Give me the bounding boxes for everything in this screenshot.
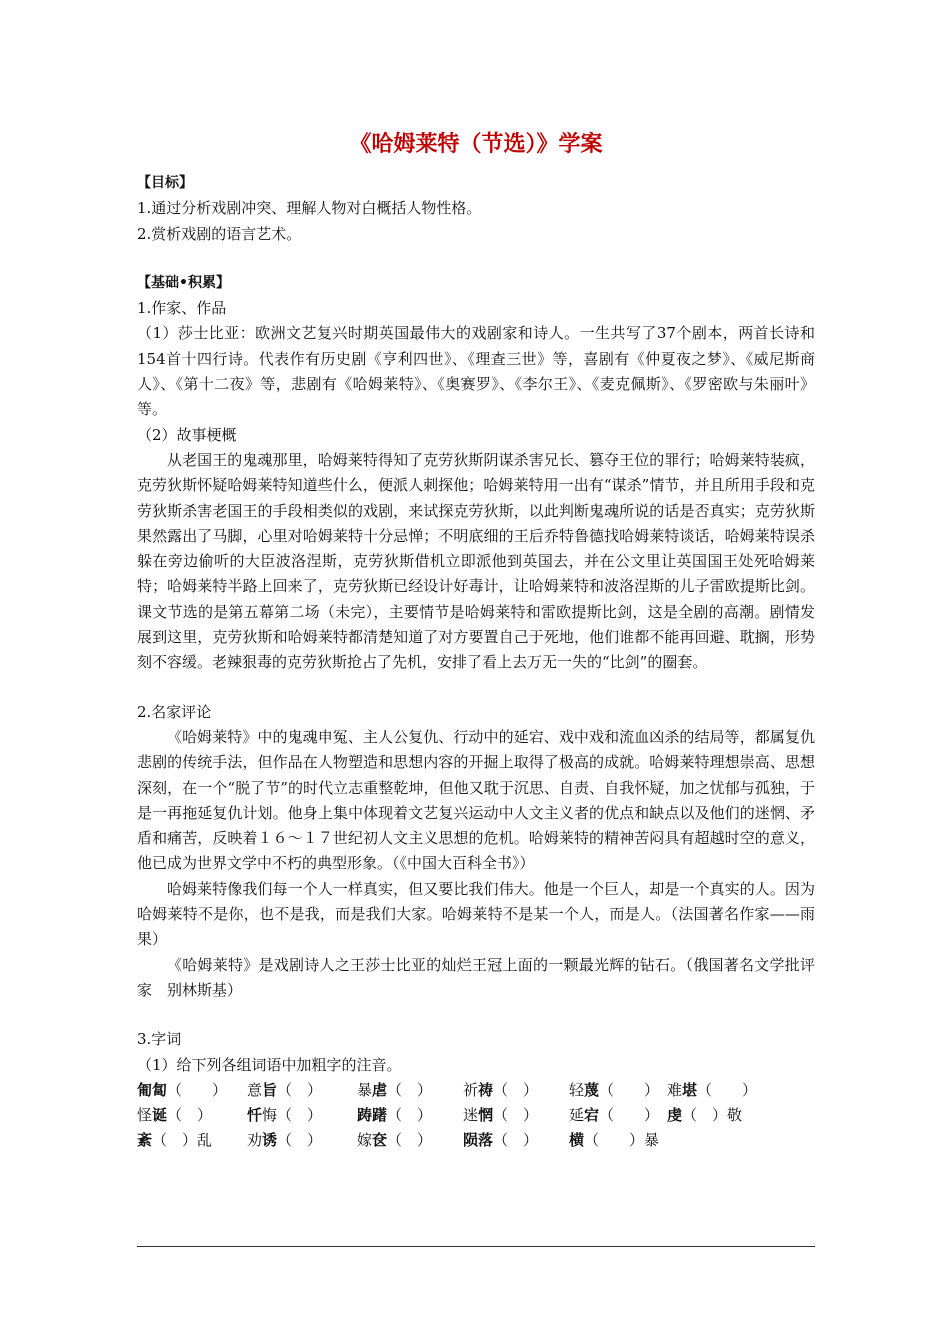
vocab-bold-char: 祷 [478,1080,494,1099]
vocab-answer-blank[interactable]: （ ） [167,1080,228,1099]
vocab-plain-char: 劝 [247,1131,263,1150]
author-intro: （1）莎士比亚：欧洲文艺复兴时期英国最伟大的戏剧家和诗人。一生共写了37个剧本，两首长诗和154首十四行诗。代表作有历史剧《亨利四世》、《理查三世》等，喜剧有《仲夏夜之梦》、《威尼斯商人》、《第十二夜》等，悲剧有《哈姆莱特》、《奥赛罗》、《李尔王》、《麦克佩斯》、《罗密欧与朱丽叶》等。 [137,324,815,419]
vocab-answer-blank[interactable]: （ ） [599,1106,660,1125]
vocab-item [667,1078,807,1103]
vocab-item [137,1103,247,1128]
vocab-item [247,1103,357,1128]
vocab-item [463,1128,569,1153]
goal-item-1: 1.通过分析戏剧冲突、理解人物对白概括人物性格。 [137,199,482,218]
section-1-title: 1.作家、作品 [137,299,227,318]
vocab-item [569,1078,667,1103]
vocab-exercise [137,1078,815,1154]
vocab-item [247,1128,357,1153]
vocab-bold-char: 忏 [247,1106,263,1125]
vocab-row [137,1103,815,1128]
vocab-bold-char: 虐 [372,1080,388,1099]
vocab-plain-char: 迷 [463,1106,479,1125]
vocab-row [137,1078,815,1103]
vocab-answer-blank[interactable]: 悔（ ） [262,1106,323,1125]
vocab-bold-char: 紊 [137,1131,153,1150]
vocab-answer-blank[interactable]: （ ） [697,1080,758,1099]
vocab-answer-blank[interactable]: （ ） [493,1080,539,1099]
page-title: 《哈姆莱特（节选）》学案 [349,132,603,157]
vocab-answer-blank[interactable]: （ ）乱 [152,1131,213,1150]
vocab-item [569,1128,709,1153]
vocab-plain-char: 轻 [569,1080,585,1099]
footer-divider [137,1246,815,1247]
vocab-instruction: （1）给下列各组词语中加粗字的注音。 [137,1055,402,1074]
review-hugo: 哈姆莱特像我们每一个人一样真实，但又要比我们伟大。他是一个巨人，却是一个真实的人。因为哈姆莱特不是你，也不是我，而是我们大家。哈姆莱特不是某一个人，而是人。（法国著名作家——雨果） [137,879,815,949]
vocab-bold-char: 旨 [262,1080,278,1099]
vocab-bold-char: 陨落 [463,1131,494,1150]
vocab-answer-blank[interactable]: （ ） [387,1080,433,1099]
vocab-bold-char: 踌躇 [357,1106,388,1125]
basics-heading: 【基础•积累】 [137,274,230,291]
vocab-bold-char: 宕 [584,1106,600,1125]
vocab-answer-blank[interactable]: （ ） [493,1131,539,1150]
vocab-bold-char: 横 [569,1131,585,1150]
vocab-bold-char: 奁 [372,1131,388,1150]
story-summary: 从老国王的鬼魂那里，哈姆莱特得知了克劳狄斯阴谋杀害兄长、篡夺王位的罪行；哈姆莱特装疯，克劳狄斯怀疑哈姆莱特知道些什么，便派人刺探他；哈姆莱特用一出有“谋杀”情节，并且所用手段和克劳狄斯杀害老国王的手段相类似的戏剧，来试探克劳狄斯，以此判断鬼魂所说的话是否真实；克劳狄斯果然露出了马脚，心里对哈姆莱特十分忌惮；不明底细的王后乔特鲁德找哈姆莱特谈话，哈姆莱特误杀躲在旁边偷听的大臣波洛涅斯，克劳狄斯借机立即派他到英国去，并在公文里让英国国王处死哈姆莱特；哈姆莱特半路上回来了，克劳狄斯已经设计好毒计，让哈姆莱特和波洛涅斯的儿子雷欧提斯比剑。课文节选的是第五幕第二场（未完），主要情节是哈姆莱特和雷欧提斯比剑，这是全剧的高潮。剧情发展到这里，克劳狄斯和哈姆莱特都清楚知道了对方要置自己于死地，他们谁都不能再回避、耽搁，形势刻不容缓。老辣狠毒的克劳狄斯抢占了先机，安排了看上去万无一失的“比剑”的圈套。 [137,450,815,672]
vocab-bold-char: 匍匐 [137,1080,168,1099]
vocab-plain-char: 暴 [357,1080,373,1099]
vocab-row [137,1128,815,1153]
vocab-bold-char: 堪 [682,1080,698,1099]
vocab-item [137,1128,247,1153]
vocab-plain-char: 嫁 [357,1131,373,1150]
vocab-plain-char: 意 [247,1080,263,1099]
vocab-item [247,1078,357,1103]
vocab-plain-char: 难 [667,1080,683,1099]
vocab-answer-blank[interactable]: （ ） [167,1106,213,1125]
vocab-item [357,1128,463,1153]
vocab-plain-char: 延 [569,1106,585,1125]
story-summary-title: （2）故事梗概 [137,425,237,444]
section-3-title: 3.字词 [137,1030,182,1049]
goals-heading: 【目标】 [137,175,193,191]
vocab-bold-char: 诞 [152,1106,168,1125]
vocab-item [357,1078,463,1103]
vocab-answer-blank[interactable]: （ ） [277,1080,323,1099]
vocab-answer-blank[interactable]: （ ）敬 [682,1106,743,1125]
vocab-bold-char: 诱 [262,1131,278,1150]
vocab-answer-blank[interactable]: （ ）暴 [584,1131,660,1150]
vocab-bold-char: 蔑 [584,1080,600,1099]
vocab-answer-blank[interactable]: （ ） [493,1106,539,1125]
review-belinsky: 《哈姆莱特》是戏剧诗人之王莎士比亚的灿烂王冠上面的一颗最光辉的钻石。（俄国著名文学批评家 别林斯基） [137,955,815,999]
vocab-answer-blank[interactable]: （ ） [599,1080,660,1099]
vocab-answer-blank[interactable]: （ ） [387,1131,433,1150]
vocab-plain-char: 怪 [137,1106,153,1125]
document-page [137,128,815,1154]
vocab-item [667,1103,807,1128]
vocab-item [569,1103,667,1128]
vocab-item [137,1078,247,1103]
goal-item-2: 2.赏析戏剧的语言艺术。 [137,224,302,243]
section-2-title: 2.名家评论 [137,702,212,721]
vocab-answer-blank[interactable]: （ ） [277,1131,323,1150]
vocab-item [463,1103,569,1128]
vocab-bold-char: 惘 [478,1106,494,1125]
vocab-plain-char: 祈 [463,1080,479,1099]
vocab-item [357,1103,463,1128]
vocab-bold-char: 虔 [667,1106,683,1125]
vocab-item [463,1078,569,1103]
review-encyclopedia: 《哈姆莱特》中的鬼魂申冤、主人公复仇、行动中的延宕、戏中戏和流血凶杀的结局等，都属复仇悲剧的传统手法，但作品在人物塑造和思想内容的开掘上取得了极高的成就。哈姆莱特理想崇高、思想深刻，在一个“脱了节”的时代立志重整乾坤，但他又耽于沉思、自责、自我怀疑，加之忧郁与孤独，于是一再拖延复仇计划。他身上集中体现着文艺复兴运动中人文主义者的优点和缺点以及他们的迷惘、矛盾和痛苦，反映着１６～１７世纪初人文主义思想的危机。哈姆莱特的精神苦闷具有超越时空的意义，他已成为世界文学中不朽的典型形象。（《中国大百科全书》） [137,727,815,873]
vocab-answer-blank[interactable]: （ ） [387,1106,433,1125]
